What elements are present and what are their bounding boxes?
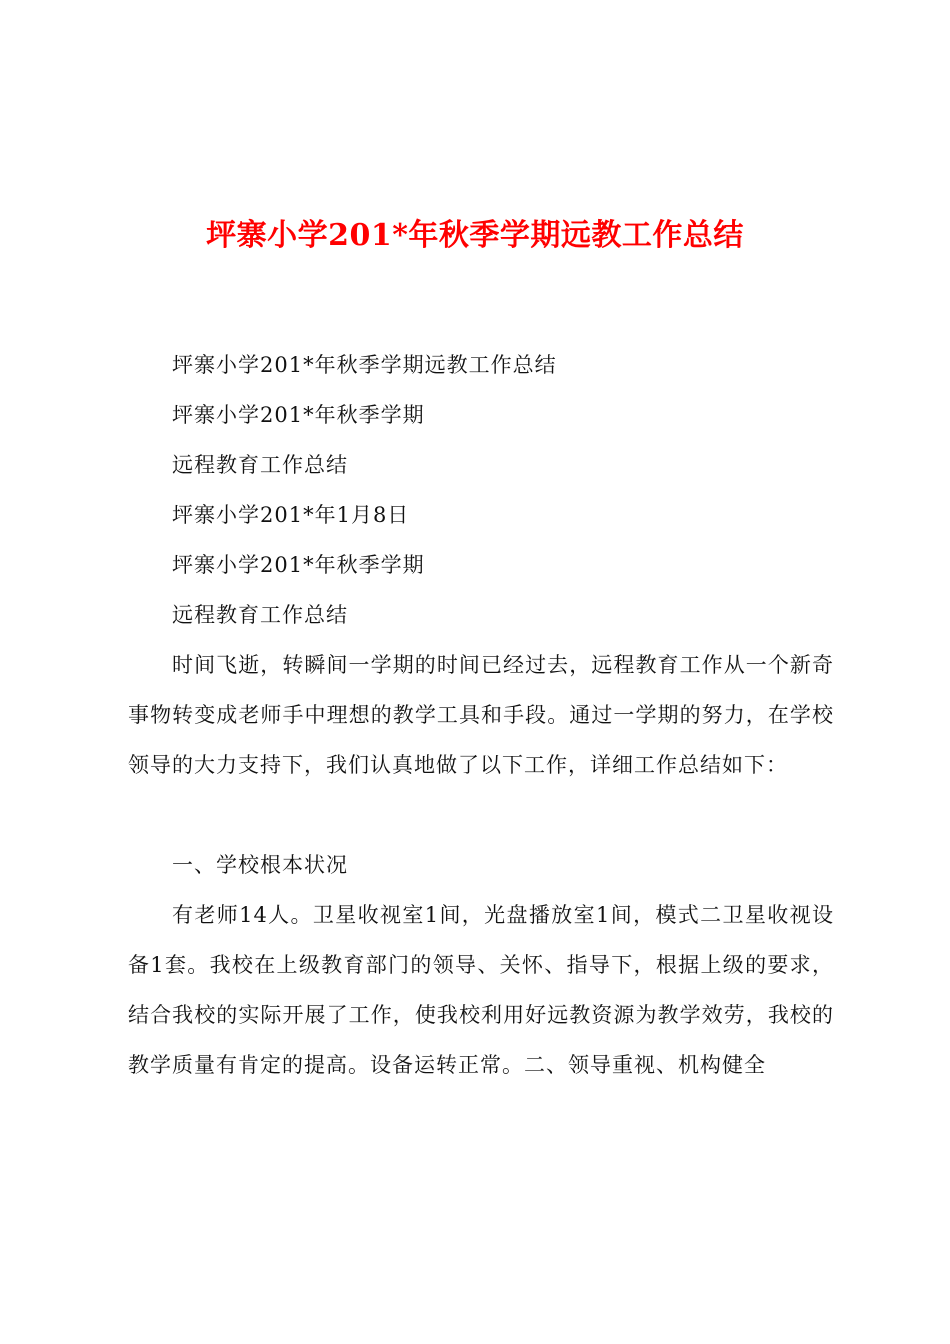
text-line: 远程教育工作总结: [172, 453, 348, 477]
body-paragraph: 有老师14人。卫星收视室1间，光盘播放室1间，模式二卫星收视设备1套。我校在上级教育部门的领导、关怀、指导下，根据上级的要求，结合我校的实际开展了工作，使我校利用好远教资源为教学效劳，我校的教学质量有肯定的提高。设备运转正常。二、领导重视、机构健全: [128, 903, 834, 1077]
text-line: 坪寨小学201*年秋季学期远教工作总结: [172, 353, 557, 377]
body-paragraph: 时间飞逝，转瞬间一学期的时间已经过去，远程教育工作从一个新奇事物转变成老师手中理想的教学工具和手段。通过一学期的努力，在学校领导的大力支持下，我们认真地做了以下工作，详细工作总结如下：: [128, 653, 834, 777]
text-line: 坪寨小学201*年秋季学期: [172, 553, 425, 577]
text-line: 坪寨小学201*年秋季学期: [172, 403, 425, 427]
text-line: 远程教育工作总结: [172, 603, 348, 627]
document-title: 坪寨小学201*年秋季学期远教工作总结: [206, 218, 744, 253]
section-heading: 一、学校根本状况: [172, 853, 348, 877]
text-line: 坪寨小学201*年1月8日: [172, 503, 410, 527]
